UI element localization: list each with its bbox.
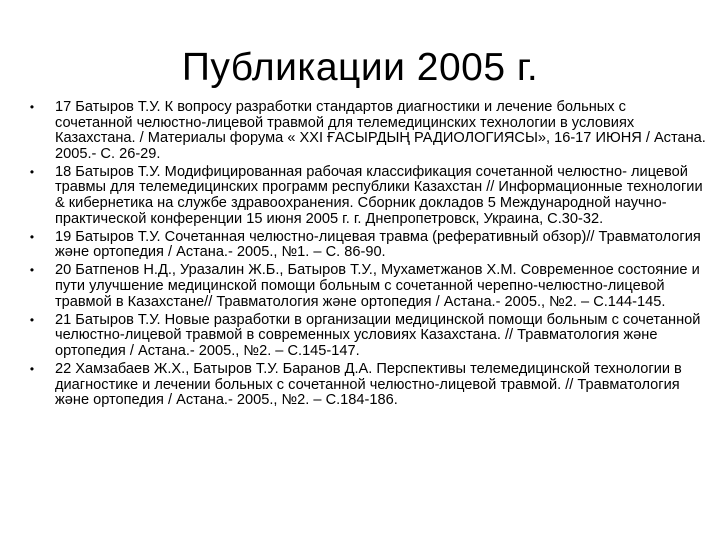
list-item [27,263,707,310]
bullet-icon: • [29,100,35,114]
list-item [27,230,707,261]
publication-text: 17 Батыров Т.У. К вопросу разработки стандартов диагностики и лечение больных с сочетанной челюстно-лицевой травмой для телемедицинских технологии в условиях Казахстана. / Материалы форума « XXI ҒАСЫРДЫҢ РАДИОЛОГИЯСЫ», 16-17 ИЮНЯ / Астана. 2005.- С. 26-29. [55,99,706,162]
slide-title: Публикации 2005 г. [181,46,539,89]
bullet-icon: • [29,263,35,278]
publication-text: 19 Батыров Т.У. Сочетанная челюстно-лицевая травма (реферативный обзор)// Травматология және ортопедия / Астана.- 2005., №1. – С. 86-90. [55,228,701,261]
publication-text: 21 Батыров Т.У. Новые разработки в организации медицинской помощи больным с сочетанной челюстно-лицевой травмой в современных условиях Казахстана. // Травматология және ортопедия / Астана.- 2005., №2. – С.145-147. [55,311,701,359]
bullet-icon: • [29,164,35,179]
publication-text: 18 Батыров Т.У. Модифицированная рабочая классификация сочетанной челюстно- лицевой травмы для телемедицинских программ республики Казахстан // Информационные технологии & кибернетика на службе здравоохранения. Сборник докладов 5 Международной научно-практической конференции 15 июня 2005 г. г. Днепропетровск, Украина, С.30-32. [55,163,703,227]
list-item [27,165,707,227]
list-item [27,100,707,162]
bullet-icon: • [29,312,35,327]
bullet-icon: • [29,229,35,244]
list-item [27,313,707,360]
publication-text: 22 Хамзабаев Ж.Х., Батыров Т.У. Баранов Д.А. Перспективы телемедицинской технологии в диагностике и лечении больных с сочетанной челюстно-лицевой травмой. // Травматология және ортопедия / Астана.- 2005., №2. – С.184-186. [55,361,682,409]
bullet-icon: • [29,362,35,376]
publication-text: 20 Батпенов Н.Д., Уразалин Ж.Б., Батыров Т.У., Мухаметжанов Х.М. Современное состояние и пути улучшение медицинской помощи больным с сочетанной черепно-челюстно-лицевой травмой в Казахстане// Травматология және ортопедия / Астана.- 2005., №2. – С.144-145. [55,262,700,310]
list-item [27,362,707,409]
publication-list [27,100,707,411]
